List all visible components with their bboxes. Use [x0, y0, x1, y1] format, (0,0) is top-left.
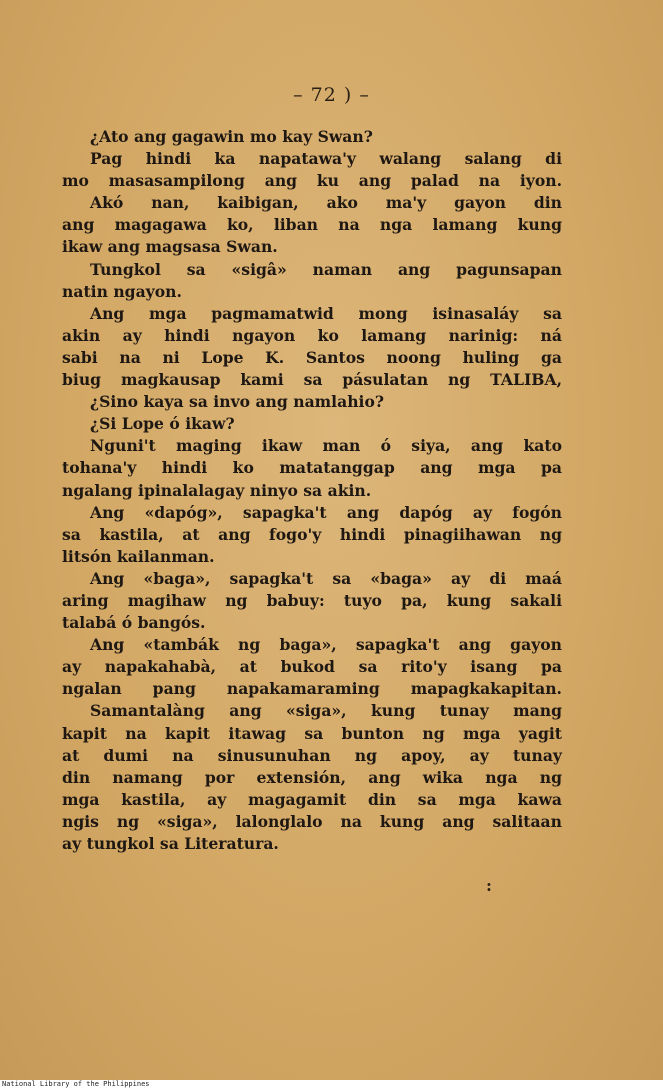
page-number: – 72 ) –	[293, 84, 370, 106]
text-line: Ang «baga», sapagka't sa «baga» ay di maá	[90, 568, 562, 588]
text-line: sa kastila, at ang fogo'y hindi pinagiihawan ng	[62, 524, 562, 544]
library-footer: National Library of the Philippines	[2, 1080, 150, 1088]
text-line: Akó nan, kaibigan, ako ma'y gayon din	[90, 193, 562, 213]
text-line: natin ngayon.	[62, 281, 182, 301]
text-line: kapit na kapit itawag sa bunton ng mga yagit	[62, 723, 562, 743]
text-line: ngalan pang napakamaraming mapagkakapitan.	[62, 679, 562, 699]
text-line: ¿Si Lope ó ikaw?	[90, 414, 235, 434]
stray-mark: :	[486, 876, 492, 895]
text-line: ikaw ang magsasa Swan.	[62, 237, 278, 257]
text-line: mo masasampilong ang ku ang palad na iyon.	[62, 171, 562, 191]
text-line: Ang «dapóg», sapagka't ang dapóg ay fogón	[90, 502, 562, 522]
text-line: Samantalàng ang «siga», kung tunay mang	[90, 701, 562, 721]
text-line: ang magagawa ko, liban na nga lamang kung	[62, 215, 562, 235]
text-line: din namang por extensión, ang wika nga ng	[62, 767, 562, 787]
text-line: biug magkausap kami sa pásulatan ng TALIBA,	[62, 370, 562, 390]
text-line: litsón kailanman.	[62, 546, 215, 566]
text-line: at dumi na sinusunuhan ng apoy, ay tunay	[62, 745, 562, 765]
text-line: aring magihaw ng babuy: tuyo pa, kung sakali	[62, 590, 562, 610]
text-line: ngis ng «siga», lalonglalo na kung ang salitaan	[62, 811, 562, 831]
body-text	[62, 126, 562, 855]
text-line: ¿Sino kaya sa invo ang namlahio?	[90, 392, 384, 412]
text-line: Ang «tambák ng baga», sapagka't ang gayon	[90, 635, 562, 655]
text-line: ngalang ipinalalagay ninyo sa akin.	[62, 480, 372, 500]
text-line: talabá ó bangós.	[62, 613, 206, 633]
text-line: Ang mga pagmamatwid mong isinasaláy sa	[90, 303, 562, 323]
text-line: tohana'y hindi ko matatanggap ang mga pa	[62, 458, 562, 478]
text-line: Tungkol sa «sigâ» naman ang pagunsapan	[90, 259, 562, 279]
text-line: ay tungkol sa Literatura.	[62, 834, 279, 853]
text-line: Pag hindi ka napatawa'y walang salang di	[90, 149, 562, 169]
text-line: mga kastila, ay magagamit din sa mga kawa	[62, 789, 562, 809]
text-line: ay napakahabà, at bukod sa rito'y isang pa	[62, 657, 562, 677]
text-line: sabi na ni Lope K. Santos noong huling ga	[62, 347, 562, 367]
text-line: akin ay hindi ngayon ko lamang narinig: ná	[62, 325, 562, 345]
text-line: ¿Ato ang gagawin mo kay Swan?	[90, 127, 373, 146]
text-line: Nguni't maging ikaw man ó siya, ang kato	[90, 436, 562, 456]
